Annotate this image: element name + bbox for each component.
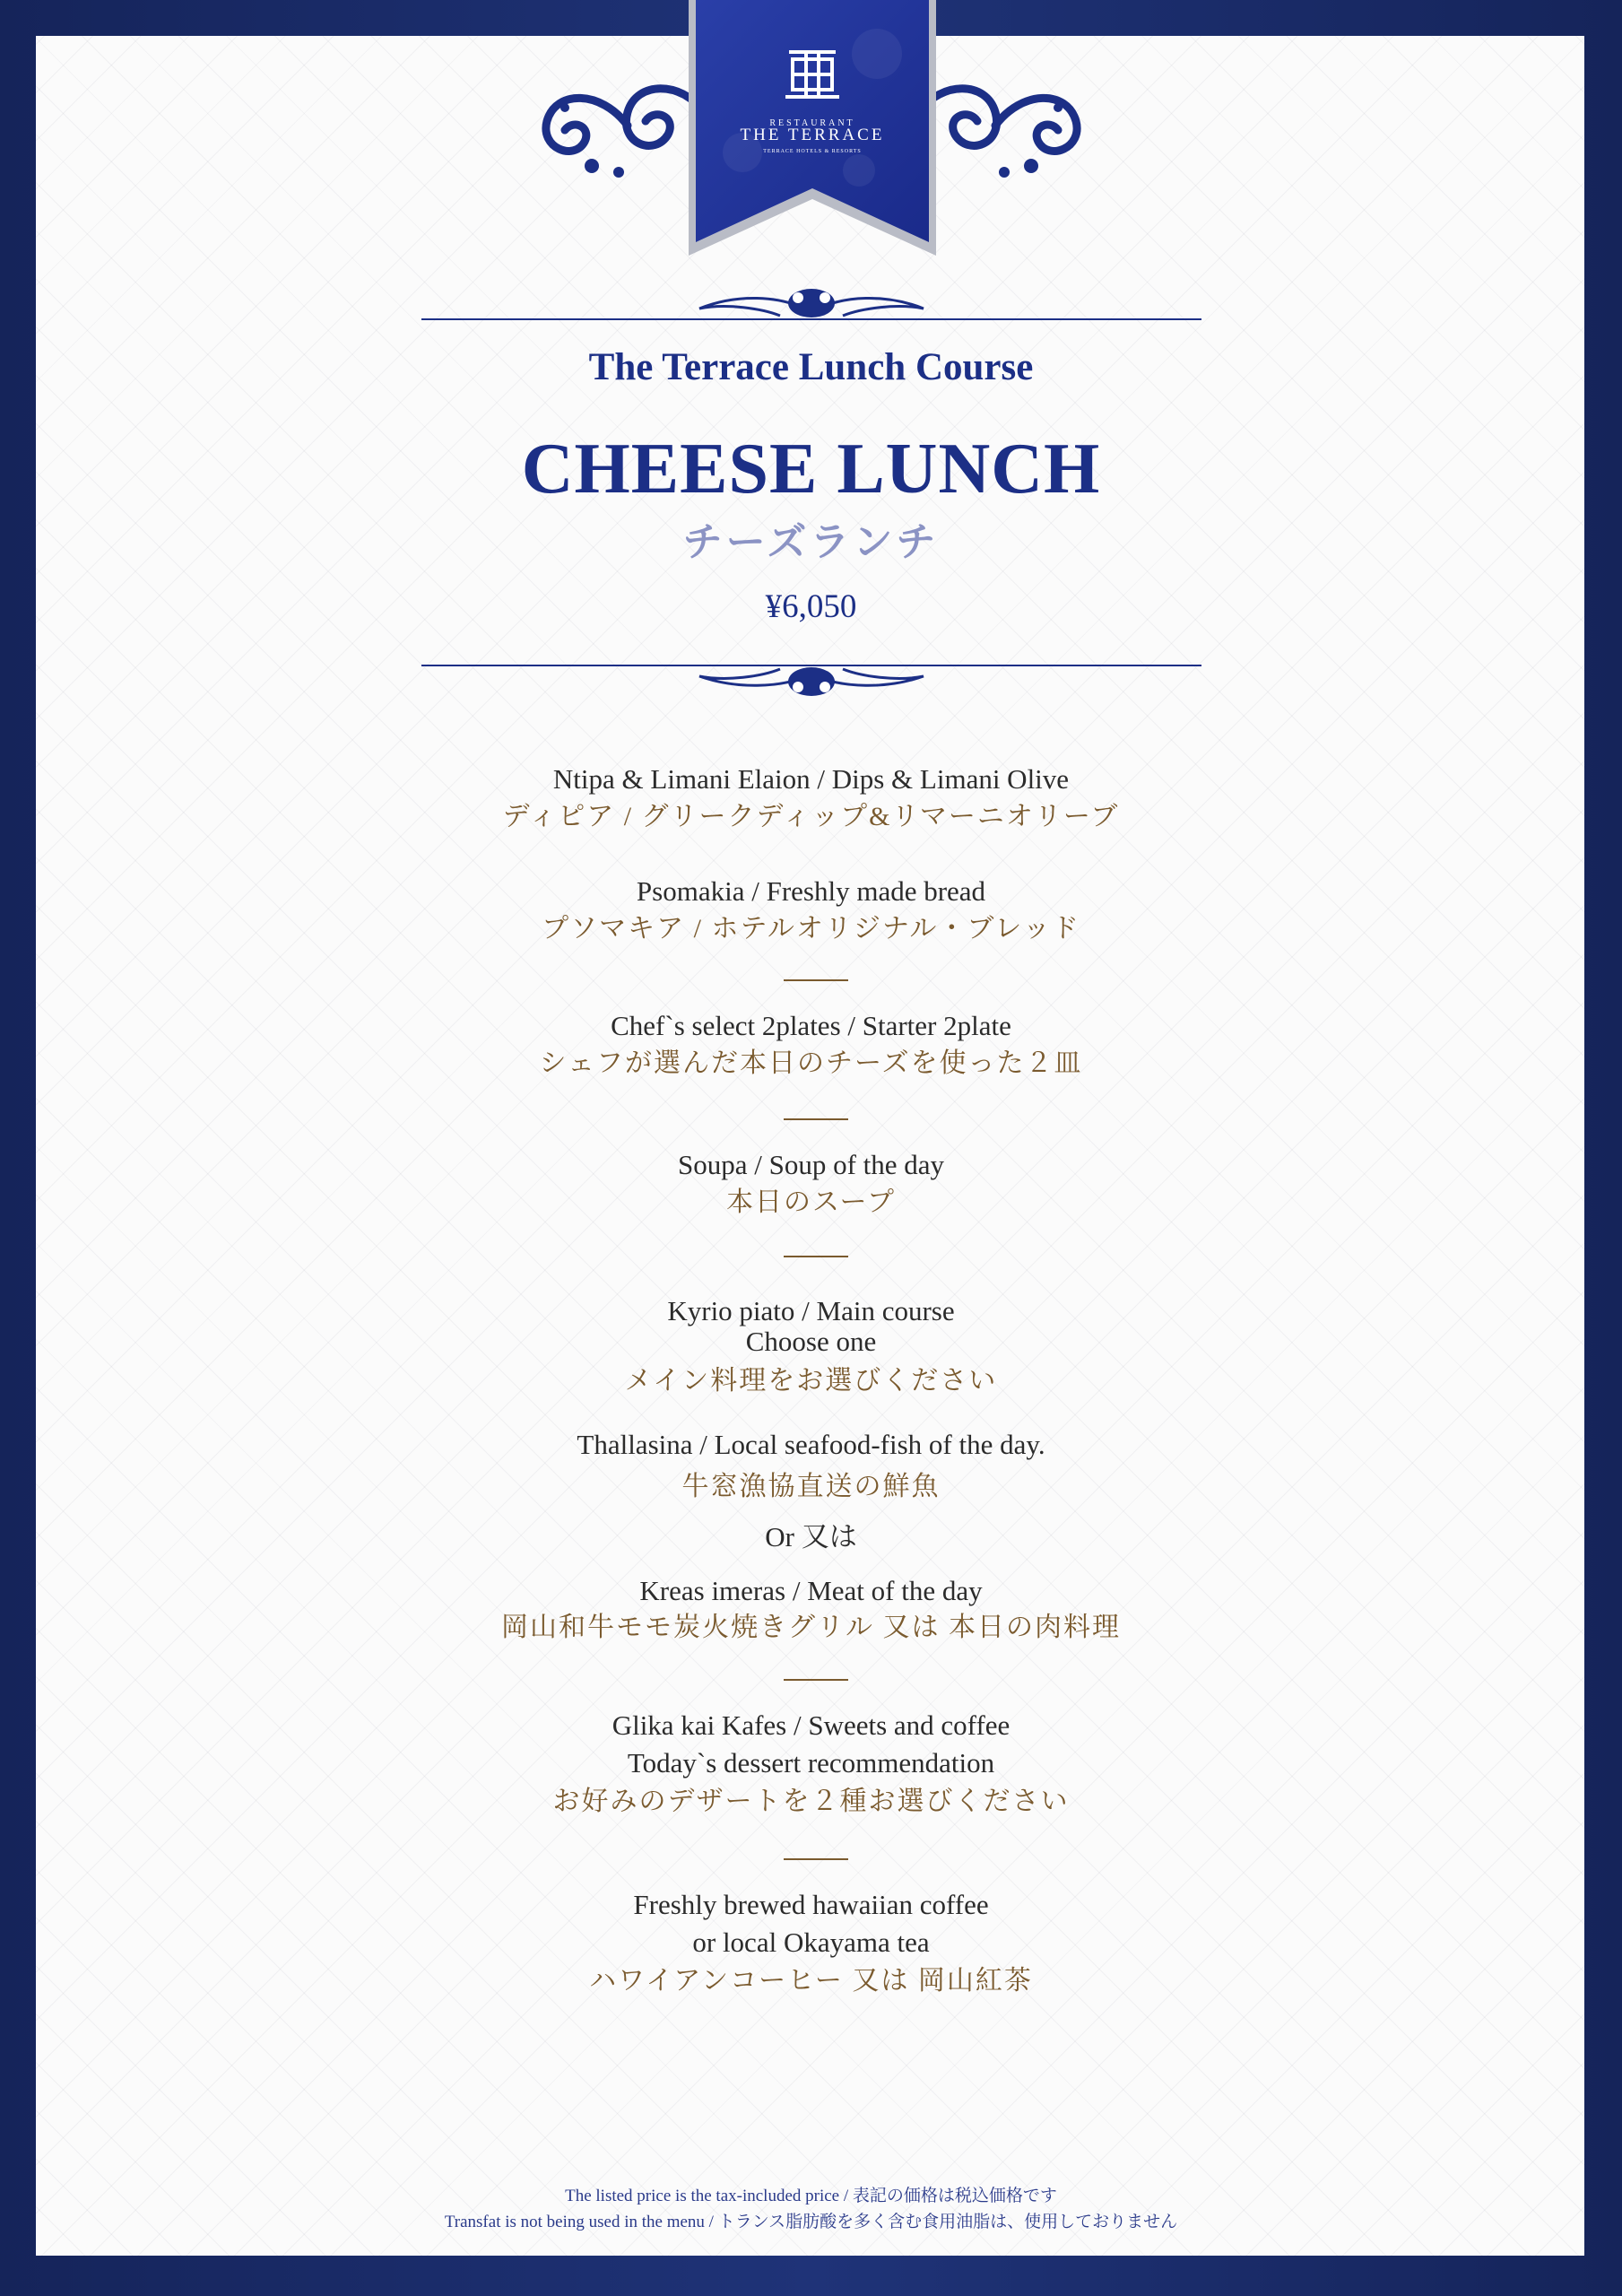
menu-item-soup-en: Soupa / Soup of the day bbox=[677, 1149, 945, 1180]
page-title: CHEESE LUNCH bbox=[521, 430, 1101, 509]
menu-item-or: Or 又は bbox=[765, 1521, 857, 1552]
menu-item-sweets-en: Glika kai Kafes / Sweets and coffee bbox=[612, 1709, 1010, 1741]
section-separator bbox=[784, 1118, 848, 1120]
menu-item-coffee-tea: or local Okayama tea bbox=[692, 1926, 930, 1958]
menu-item-main-jp: メイン料理をお選びください bbox=[624, 1366, 998, 1396]
page-title-jp: チーズランチ bbox=[682, 520, 940, 564]
left-swirl-ornament bbox=[529, 72, 708, 179]
menu-item-seafood-jp: 牛窓漁協直送の鮮魚 bbox=[681, 1472, 941, 1501]
logo-name: THE TERRACE bbox=[740, 126, 885, 144]
footer-tax-note: The listed price is the tax-included price / 表記の価格は税込価格です bbox=[565, 2187, 1057, 2205]
section-separator bbox=[784, 979, 848, 981]
right-swirl-ornament bbox=[915, 72, 1094, 179]
menu-item-starter-jp: シェフが選んだ本日のチーズを使った２皿 bbox=[539, 1048, 1083, 1078]
menu-item-soup-jp: 本日のスープ bbox=[726, 1187, 896, 1217]
logo-label-small: RESTAURANT bbox=[769, 118, 855, 128]
section-separator bbox=[784, 1256, 848, 1257]
menu-item-sweets-dessert: Today`s dessert recommendation bbox=[627, 1747, 995, 1779]
menu-item-sweets-jp: お好みのデザートを２種お選びください bbox=[552, 1787, 1070, 1816]
menu-item-bread-en: Psomakia / Freshly made bread bbox=[636, 875, 986, 907]
footer-transfat-note: Transfat is not being used in the menu / トランス脂肪酸を多く含む食用油脂は、使用しておりません bbox=[444, 2213, 1178, 2231]
menu-item-main-choose: Choose one bbox=[745, 1326, 877, 1357]
menu-item-seafood-en: Thallasina / Local seafood-fish of the day. bbox=[577, 1429, 1045, 1460]
top-divider-ornament bbox=[421, 276, 1201, 339]
menu-item-bread-jp: プソマキア / ホテルオリジナル・ブレッド bbox=[542, 914, 1080, 944]
section-separator bbox=[784, 1858, 848, 1860]
logo-tagline: TERRACE HOTELS & RESORTS bbox=[763, 149, 862, 154]
menu-item-main-en: Kyrio piato / Main course bbox=[667, 1295, 955, 1326]
menu-item-meat-en: Kreas imeras / Meat of the day bbox=[639, 1575, 983, 1606]
menu-item-dips-jp: ディピア / グリークディップ&リマーニオリーブ bbox=[502, 802, 1120, 831]
terrace-monogram-icon bbox=[785, 52, 839, 97]
course-subtitle: The Terrace Lunch Course bbox=[588, 346, 1034, 388]
bottom-divider-ornament bbox=[421, 639, 1201, 701]
menu-item-meat-jp: 岡山和牛モモ炭火焼きグリル 又は 本日の肉料理 bbox=[501, 1613, 1121, 1642]
menu-item-coffee-jp: ハワイアンコーヒー 又は 岡山紅茶 bbox=[589, 1966, 1033, 1996]
menu-item-coffee-en: Freshly brewed hawaiian coffee bbox=[633, 1889, 989, 1920]
menu-item-starter-en: Chef`s select 2plates / Starter 2plate bbox=[611, 1010, 1011, 1041]
menu-item-dips-en: Ntipa & Limani Elaion / Dips & Limani Olive bbox=[552, 763, 1070, 795]
course-price: ¥6,050 bbox=[765, 588, 857, 625]
section-separator bbox=[784, 1679, 848, 1681]
